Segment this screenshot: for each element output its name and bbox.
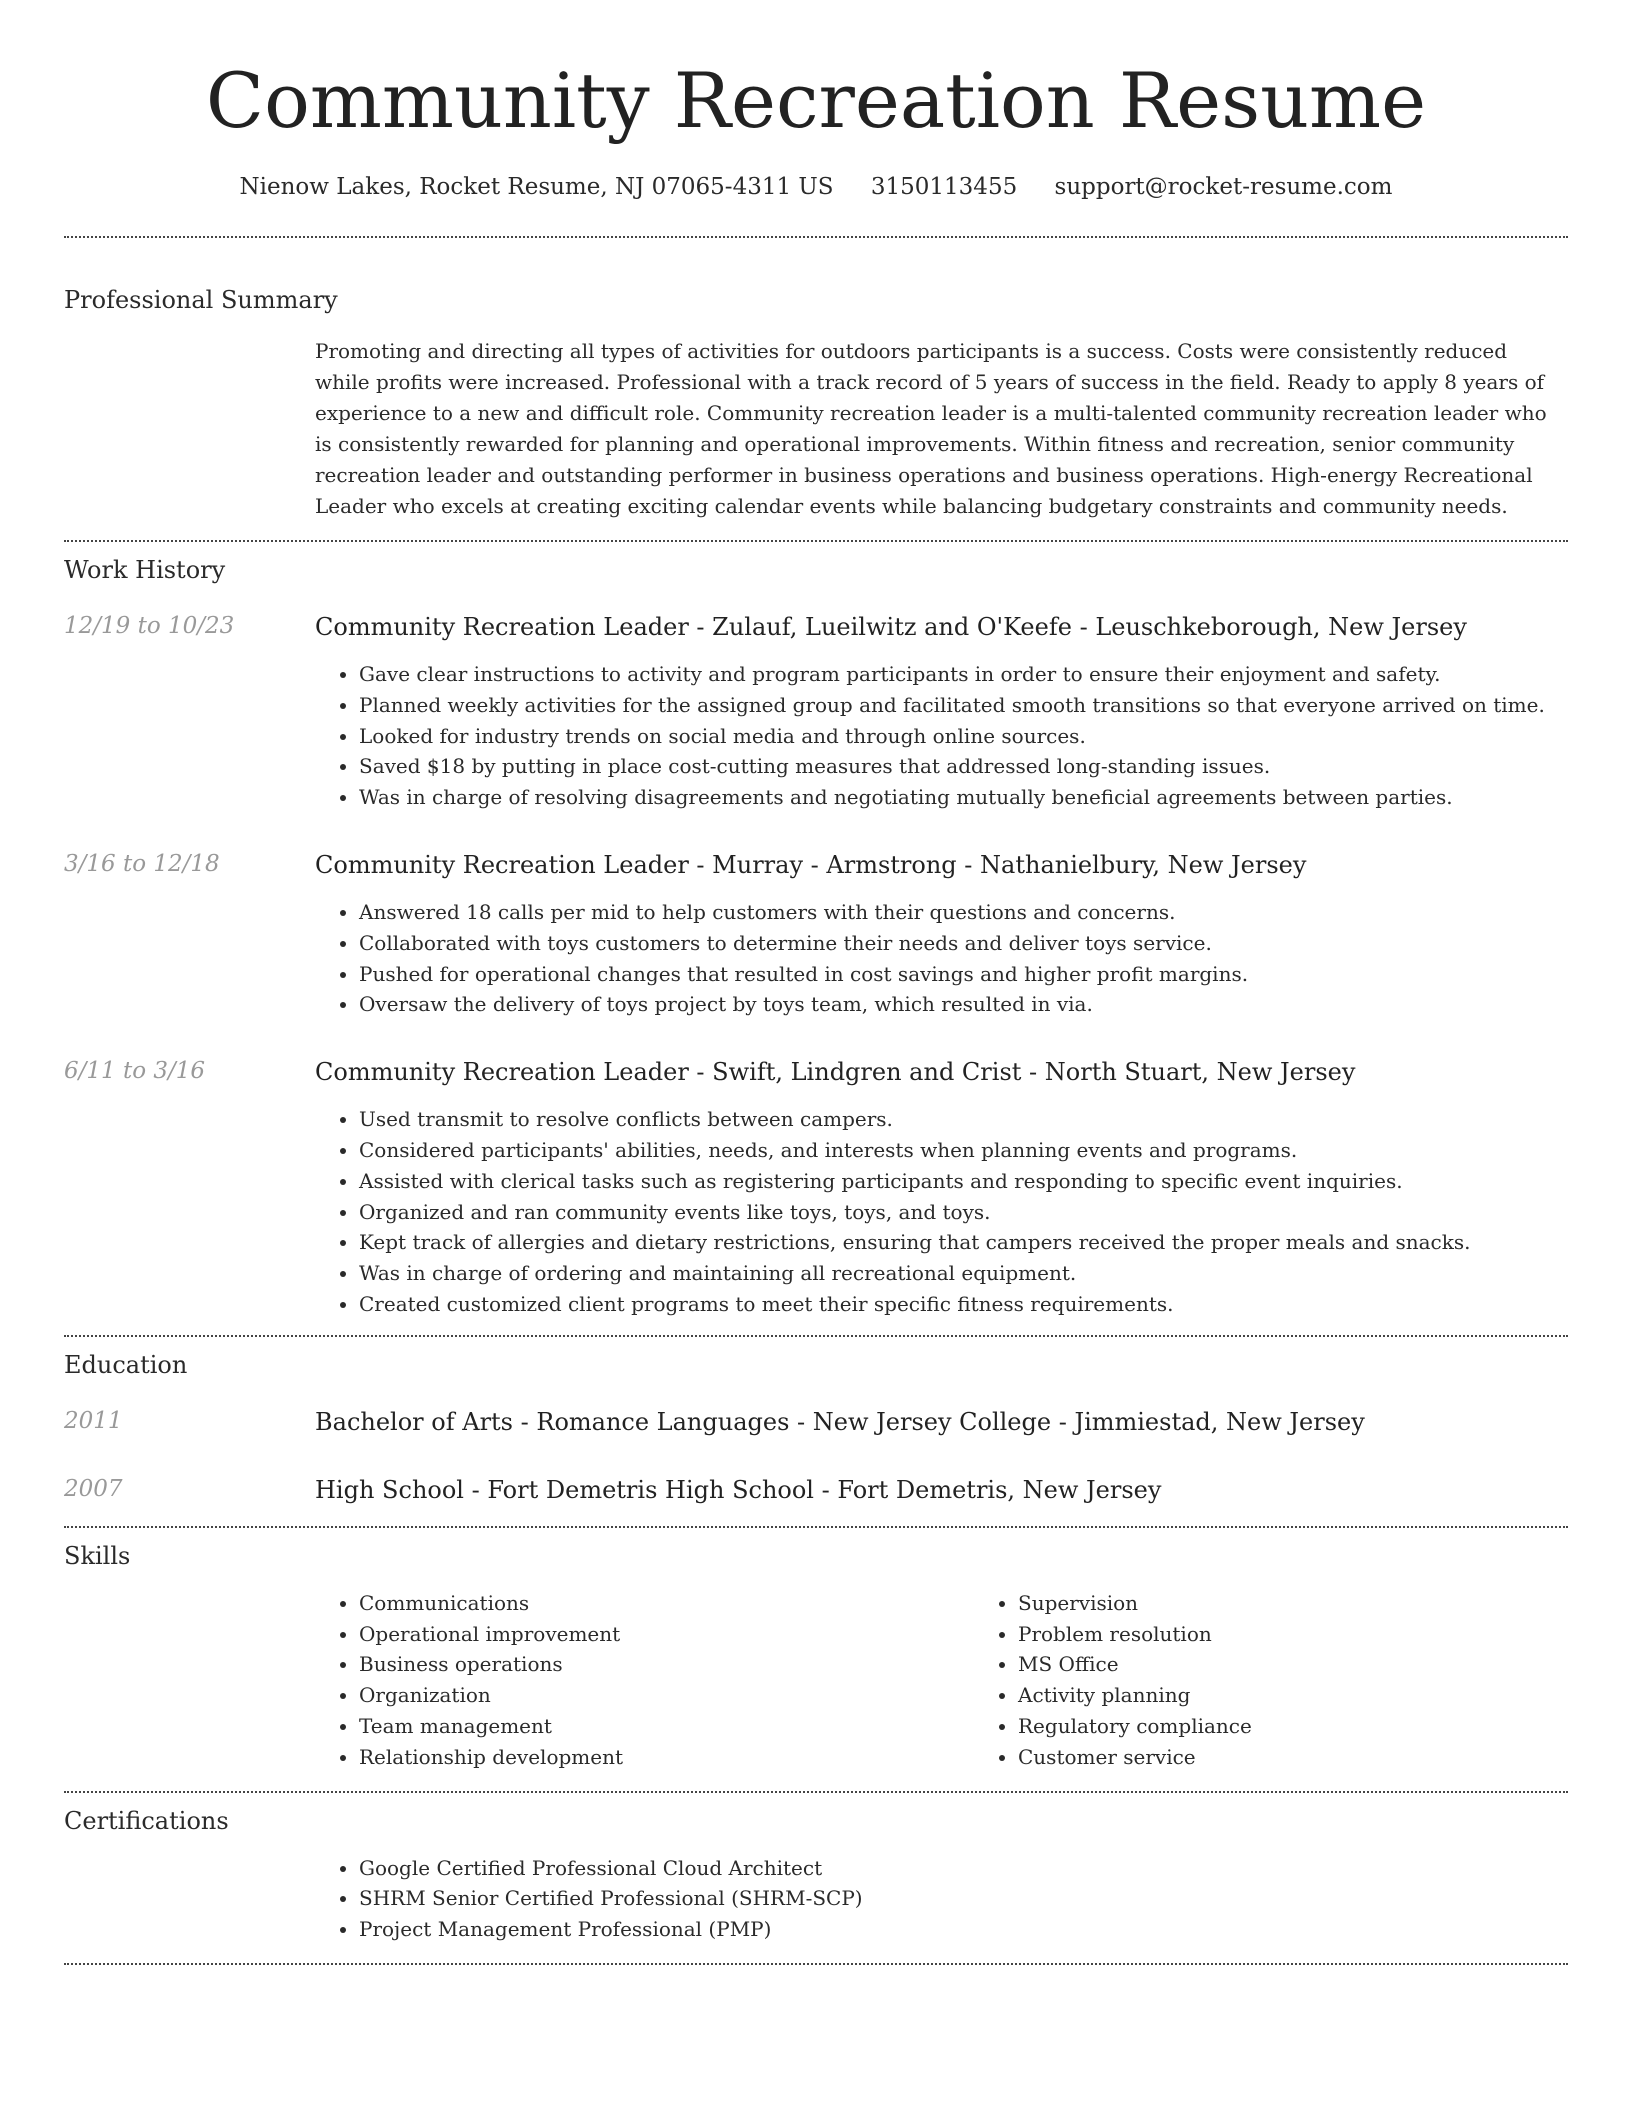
divider: [64, 540, 1568, 542]
job-bullets: [315, 659, 1568, 813]
job-header: [64, 849, 1568, 881]
list-item: • Google Certified Professional Cloud Architect: [359, 1853, 1568, 1884]
job-role: Community Recreation Leader: [315, 613, 689, 641]
list-item: • Used transmit to resolve conflicts between campers.: [359, 1104, 1568, 1135]
list-item: • Looked for industry trends on social media and through online sources.: [359, 721, 1568, 752]
summary-body: [315, 336, 1568, 522]
list-item: • Communications: [359, 1588, 974, 1619]
job-location: Leuschkeborough, New Jersey: [1095, 613, 1467, 641]
job-dates: 12/19 to 10/23: [64, 613, 235, 639]
skills-spacer: [64, 1588, 315, 1773]
job-title-line: Community Recreation Leader - Murray - Armstrong - Nathanielbury, New Jersey: [315, 850, 1307, 879]
education-item: [64, 1474, 1568, 1506]
job-bullets-wrap: [315, 659, 1568, 813]
divider: [64, 236, 1568, 238]
certifications-spacer: [64, 1853, 315, 1945]
list-item: • Organized and ran community events like toys, toys, and toys.: [359, 1197, 1568, 1228]
list-item: • Project Management Professional (PMP): [359, 1914, 1568, 1945]
summary-row: [64, 336, 1568, 522]
list-item: • Regulatory compliance: [1018, 1711, 1632, 1742]
education-item: [64, 1406, 1568, 1438]
job-entry: [64, 611, 1568, 813]
work-history-section: [64, 554, 1568, 1320]
list-item: • Considered participants' abilities, needs, and interests when planning events and programs.: [359, 1135, 1568, 1166]
resume-title: Community Recreation Resume: [205, 56, 1427, 145]
list-item: • Created customized client programs to meet their specific fitness requirements.: [359, 1289, 1568, 1320]
job-dates: 6/11 to 3/16: [64, 1058, 206, 1085]
contact-phone: 3150113455: [870, 174, 1018, 200]
job-bullets-wrap: [315, 897, 1568, 1020]
list-item: • Problem resolution: [1018, 1619, 1632, 1650]
divider: [64, 1526, 1568, 1528]
job-body: [64, 1104, 1568, 1320]
certifications-heading: Certifications: [64, 1806, 229, 1835]
job-location: Nathanielbury, New Jersey: [980, 850, 1307, 879]
contact-line: [64, 172, 1568, 202]
list-item: • MS Office: [1018, 1649, 1632, 1680]
certifications-row: [64, 1853, 1568, 1945]
contact-address: Nienow Lakes, Rocket Resume, NJ 07065-4311 US: [239, 174, 834, 200]
job-spacer: [64, 897, 315, 1020]
job-company: Zulauf, Lueilwitz and O'Keefe: [712, 613, 1072, 641]
list-item: • Kept track of allergies and dietary restrictions, ensuring that campers received the proper meals and snacks.: [359, 1227, 1568, 1258]
list-item: • Planned weekly activities for the assigned group and facilitated smooth transitions so that everyone arrived on time.: [359, 690, 1568, 721]
skills-section: [64, 1540, 1568, 1773]
skills-list-left: [315, 1588, 974, 1773]
skills-list-right: [974, 1588, 1632, 1773]
job-role: Community Recreation Leader: [315, 850, 689, 879]
summary-section: [64, 284, 1568, 522]
list-item: • Was in charge of resolving disagreements and negotiating mutually beneficial agreements between parties.: [359, 782, 1568, 813]
job-header: [64, 611, 1568, 643]
list-item: • Was in charge of ordering and maintaining all recreational equipment.: [359, 1258, 1568, 1289]
job-title-line: Community Recreation Leader - Swift, Lindgren and Crist - North Stuart, New Jersey: [315, 1058, 1356, 1087]
list-item: • Saved $18 by putting in place cost-cutting measures that addressed long-standing issues.: [359, 751, 1568, 782]
skills-columns: [315, 1588, 1632, 1773]
job-body: [64, 659, 1568, 813]
job-bullets: [315, 1104, 1568, 1320]
job-header: [64, 1056, 1568, 1088]
summary-text: Promoting and directing all types of activities for outdoors participants is a success. Costs were consistently reduced while profits were increased. Professional with a track record of 5 years of success in the field. Ready to apply 8 years of experience to a new and difficult role. Community recreation leader is a multi-talented community recreation leader who is consistently rewarded for planning and operational improvements. Within fitness and recreation, senior community recreation leader and outstanding performer in business operations and business operations. High-energy Recreational Leader who excels at creating exciting calendar events while balancing budgetary constraints and community needs.: [315, 339, 1547, 518]
list-item: • Operational improvement: [359, 1619, 974, 1650]
education-heading: Education: [64, 1350, 188, 1379]
list-item: • Organization: [359, 1680, 974, 1711]
job-spacer: [64, 659, 315, 813]
summary-spacer: [64, 336, 315, 522]
job-location: North Stuart, New Jersey: [1044, 1058, 1356, 1087]
list-item: • SHRM Senior Certified Professional (SHRM-SCP): [359, 1883, 1568, 1914]
education-section: [64, 1349, 1568, 1506]
job-entry: [64, 1056, 1568, 1320]
list-item: • Answered 18 calls per mid to help customers with their questions and concerns.: [359, 897, 1568, 928]
divider: [64, 1963, 1568, 1965]
job-bullets: [315, 897, 1568, 1020]
list-item: • Activity planning: [1018, 1680, 1632, 1711]
skills-heading: Skills: [64, 1541, 131, 1570]
list-item: • Team management: [359, 1711, 974, 1742]
job-dates: 3/16 to 12/18: [64, 850, 220, 877]
job-entry: [64, 849, 1568, 1020]
job-bullets-wrap: [315, 1104, 1568, 1320]
list-item: • Oversaw the delivery of toys project by toys team, which resulted in via.: [359, 989, 1568, 1020]
job-body: [64, 897, 1568, 1020]
job-role: Community Recreation Leader: [315, 1058, 689, 1087]
contact-email: support@rocket-resume.com: [1054, 174, 1393, 200]
education-text: Bachelor of Arts - Romance Languages - New Jersey College - Jimmiestad, New Jersey: [315, 1407, 1365, 1436]
job-company: Swift, Lindgren and Crist: [712, 1058, 1022, 1087]
list-item: • Assisted with clerical tasks such as registering participants and responding to specific event inquiries.: [359, 1166, 1568, 1197]
divider: [64, 1335, 1568, 1337]
list-item: • Business operations: [359, 1649, 974, 1680]
certifications-body: [315, 1853, 1568, 1945]
list-item: • Collaborated with toys customers to determine their needs and deliver toys service.: [359, 928, 1568, 959]
certifications-section: [64, 1805, 1568, 1945]
certifications-list: [315, 1853, 1568, 1945]
job-company: Murray - Armstrong: [712, 850, 957, 879]
work-history-heading: Work History: [64, 556, 226, 584]
list-item: • Pushed for operational changes that resulted in cost savings and higher profit margins.: [359, 959, 1568, 990]
education-year: 2007: [64, 1475, 123, 1502]
summary-heading: Professional Summary: [64, 286, 338, 314]
list-item: • Customer service: [1018, 1742, 1632, 1773]
skills-row: [64, 1588, 1568, 1773]
list-item: • Relationship development: [359, 1742, 974, 1773]
divider: [64, 1791, 1568, 1793]
education-year: 2011: [64, 1407, 123, 1434]
job-title-line: Community Recreation Leader - Zulauf, Lueilwitz and O'Keefe - Leuschkeborough, New Jersey: [315, 613, 1467, 641]
job-spacer: [64, 1104, 315, 1320]
jobs-list: [64, 611, 1568, 1320]
list-item: • Supervision: [1018, 1588, 1632, 1619]
list-item: • Gave clear instructions to activity and program participants in order to ensure their enjoyment and safety.: [359, 659, 1568, 690]
education-text: High School - Fort Demetris High School - Fort Demetris, New Jersey: [315, 1475, 1162, 1504]
